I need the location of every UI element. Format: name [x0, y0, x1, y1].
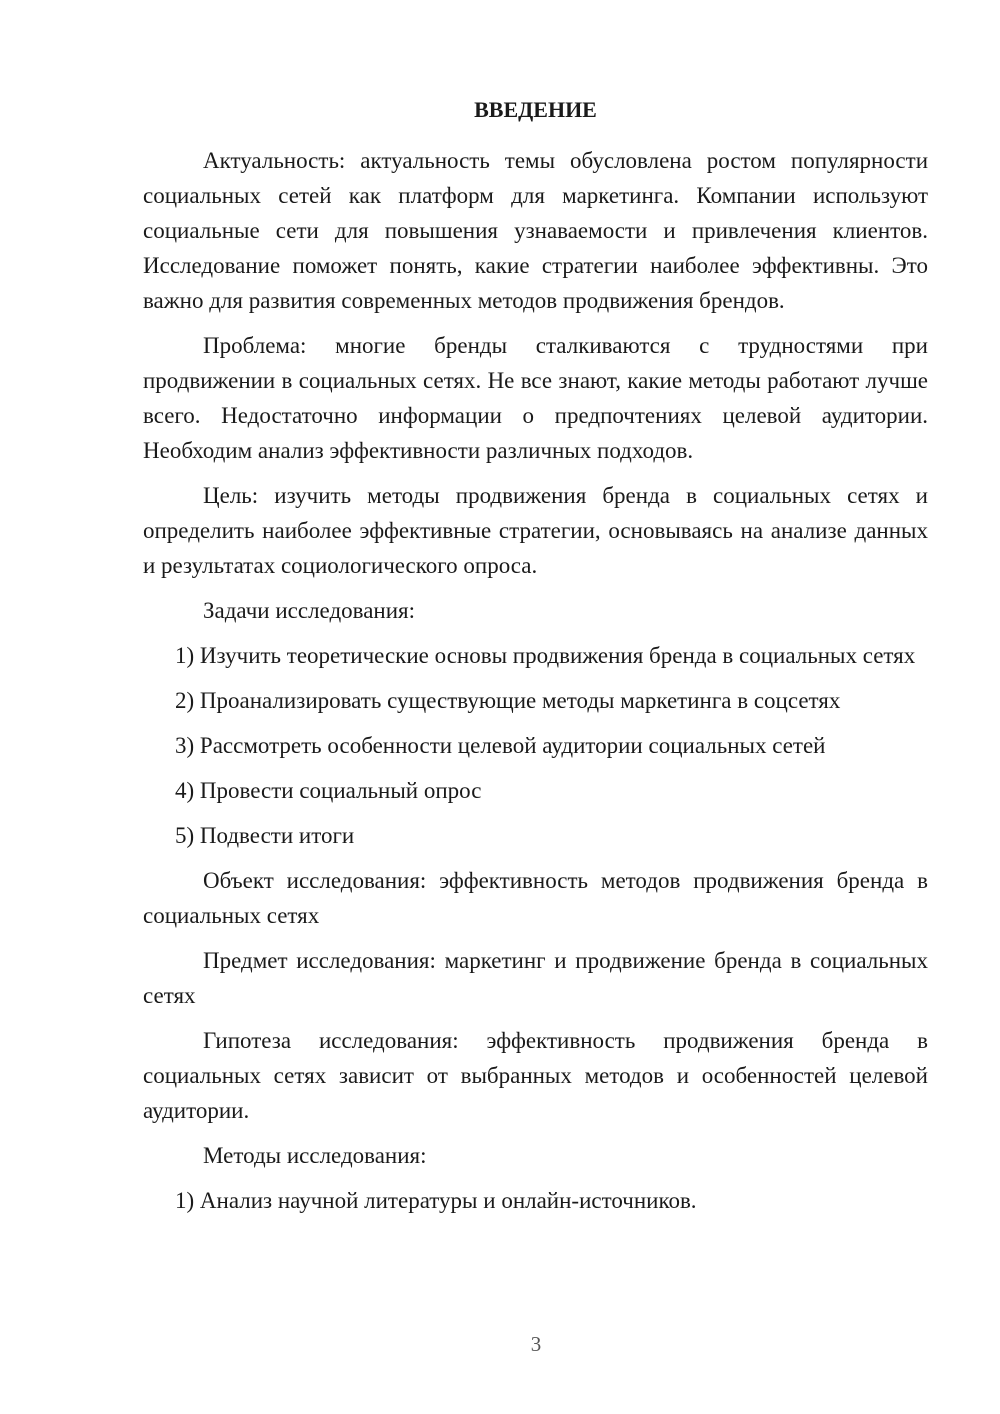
document-page — [143, 92, 928, 1228]
paragraph-relevance: Актуальность: актуальность темы обусловлена ростом популярности социальных сетей как платформ для маркетинга. Компании используют социальные сети для повышения узнаваемости и привлечения клиентов. Исследование поможет понять, какие стратегии наиболее эффективны. Это важно для развития современных методов продвижения брендов. — [143, 148, 928, 313]
paragraph-hypothesis: Гипотеза исследования: эффективность продвижения бренда в социальных сетях зависит от выбранных методов и особенностей целевой аудитории. — [143, 1028, 928, 1123]
task-item-4: 4) Провести социальный опрос — [175, 778, 482, 803]
task-item-2: 2) Проанализировать существующие методы маркетинга в соцсетях — [175, 688, 841, 713]
page-number: 3 — [530, 1332, 542, 1356]
section-title: ВВЕДЕНИЕ — [474, 97, 597, 122]
method-item-1: 1) Анализ научной литературы и онлайн-источников. — [175, 1188, 697, 1213]
paragraph-object: Объект исследования: эффективность методов продвижения бренда в социальных сетях — [143, 868, 928, 928]
task-item-3: 3) Рассмотреть особенности целевой аудитории социальных сетей — [175, 733, 826, 758]
paragraph-subject: Предмет исследования: маркетинг и продвижение бренда в социальных сетях — [143, 948, 928, 1008]
task-item-1: 1) Изучить теоретические основы продвижения бренда в социальных сетях — [175, 643, 916, 668]
paragraph-goal: Цель: изучить методы продвижения бренда в социальных сетях и определить наиболее эффективные стратегии, основываясь на анализе данных и результатах социологического опроса. — [143, 483, 928, 578]
paragraph-tasks-heading: Задачи исследования: — [203, 598, 416, 623]
task-item-5: 5) Подвести итоги — [175, 823, 355, 848]
paragraph-problem: Проблема: многие бренды сталкиваются с трудностями при продвижении в социальных сетях. Не все знают, какие методы работают лучше всего. Недостаточно информации о предпочтениях целевой аудитории. Необходим анализ эффективности различных подходов. — [143, 333, 928, 463]
paragraph-methods-heading: Методы исследования: — [203, 1143, 427, 1168]
